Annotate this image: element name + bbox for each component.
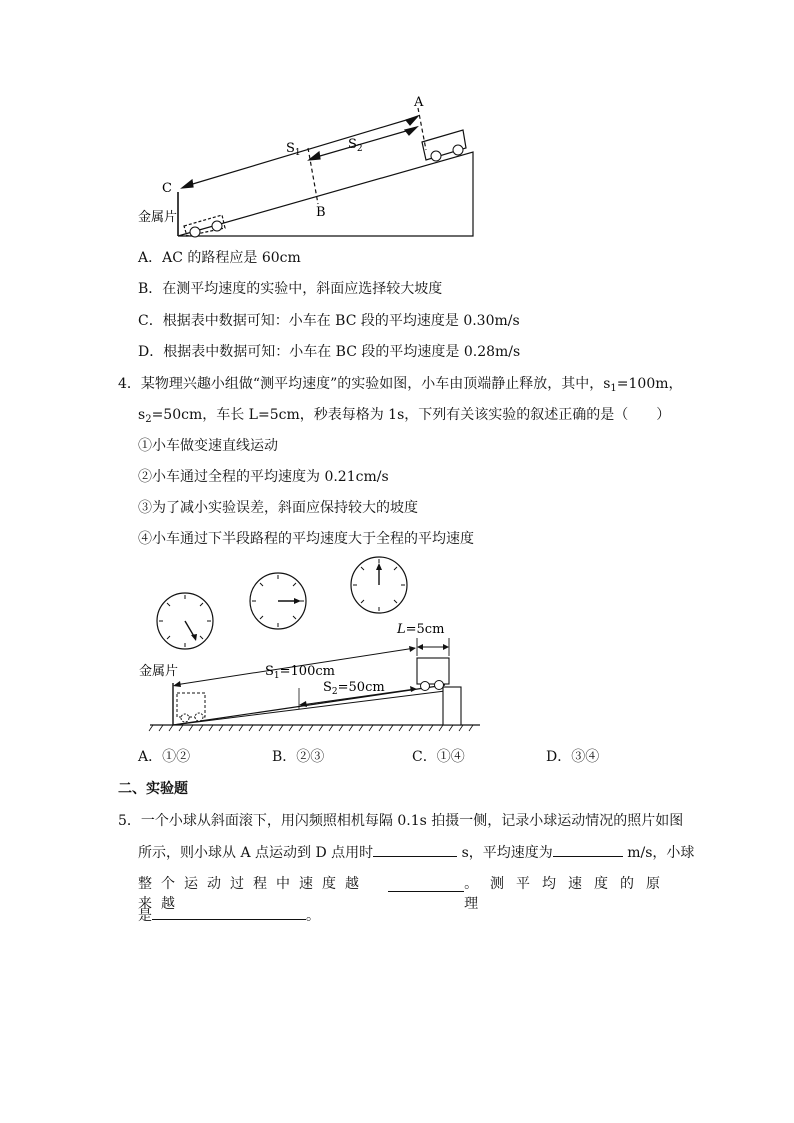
incline-figure-1 xyxy=(130,90,480,240)
q4-option-c: C．①④ xyxy=(412,749,465,765)
q3-option-d: D．根据表中数据可知：小车在 BC 段的平均速度是 0.28m/s xyxy=(138,344,521,360)
metal-plate-label: 金属片 xyxy=(138,210,178,225)
trend-answer-blank[interactable] xyxy=(388,877,464,892)
stopwatch-start-icon xyxy=(157,593,213,649)
q4-option-d: D．③④ xyxy=(546,749,600,765)
length-l-label: L=5cm xyxy=(397,622,445,637)
principle-answer-blank[interactable] xyxy=(152,905,306,920)
s1-label: $S_1$ xyxy=(286,141,301,158)
q3-option-c: C．根据表中数据可知：小车在 BC 段的平均速度是 0.30m/s xyxy=(138,313,520,329)
section-title: 二、实验题 xyxy=(118,781,188,797)
q4-stem-line1: 4．某物理兴趣小组做“测平均速度”的实验如图，小车由顶端静止释放，其中，$s_1=100m$， xyxy=(118,376,683,394)
q4-stem-line2: $s_2=50cm$，车长 L=5cm，秒表每格为 1s，下列有关该实验的叙述正确的是（ ） xyxy=(138,407,671,425)
q4-option-b: B．②③ xyxy=(272,749,325,765)
q4-statement-3: ③为了减小实验误差，斜面应保持较大的坡度 xyxy=(138,500,418,516)
point-c-label: C xyxy=(162,181,172,196)
stopwatch-end-icon xyxy=(351,557,407,613)
time-answer-blank[interactable] xyxy=(373,842,457,857)
s2-label: $S_2$ xyxy=(348,137,363,154)
point-a-label: A xyxy=(414,95,424,110)
q5-line1: 5．一个小球从斜面滚下，用闪频照相机每隔 0.1s 拍摄一侧，记录小球运动情况的照片如图 xyxy=(118,813,684,829)
q4-statement-1: ①小车做变速直线运动 xyxy=(138,438,278,454)
stopwatch-middle-icon xyxy=(250,573,306,629)
speed-answer-blank[interactable] xyxy=(553,842,623,857)
q5-line4: 是 。 xyxy=(138,905,320,926)
q5-line3: 整个运动过程中速度越来越 。测平均速度的原理 xyxy=(138,876,673,912)
point-b-label: B xyxy=(316,205,326,220)
q5-line2: 所示，则小球从 A 点运动到 D 点用时 s，平均速度为 m/s，小球 xyxy=(138,842,694,863)
metal-plate-label: 金属片 xyxy=(139,664,179,679)
q4-statement-4: ④小车通过下半段路程的平均速度大于全程的平均速度 xyxy=(138,531,474,547)
q3-option-b: B．在测平均速度的实验中，斜面应选择较大坡度 xyxy=(138,281,443,297)
s2-distance-label: $S_2=50cm$ xyxy=(323,680,385,697)
q4-statement-2: ②小车通过全程的平均速度为 0.21cm/s xyxy=(138,469,389,485)
q4-option-a: A．①② xyxy=(138,749,191,765)
s1-distance-label: $S_1=100cm$ xyxy=(265,664,335,681)
incline-figure-2 xyxy=(135,555,485,735)
q3-option-a: A．AC 的路程应是 60cm xyxy=(138,250,301,266)
